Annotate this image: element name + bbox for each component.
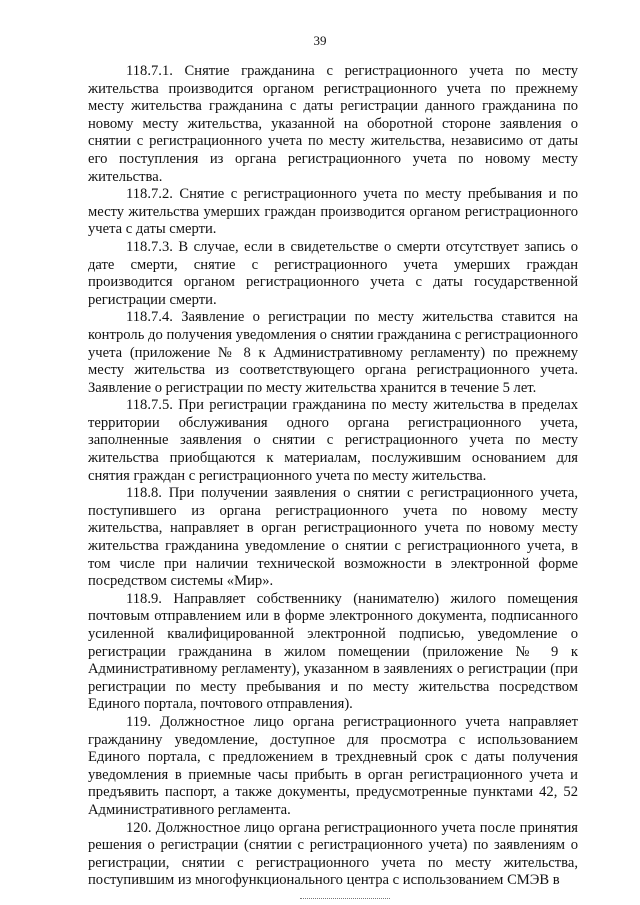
paragraph-118-9: 118.9. Направляет собственнику (нанимателю) жилого помещения почтовым отправлением или в форме электронного документа, подписанного усиленной квалифицированной электронной подписью, уведомление о регистрации гражданина в жилом помещении (приложение № 9 к Административному регламенту), указанном в заявлениях о регистрации (при регистрации по месту пребывания и по месту жительства посредством Единого портала, почтового отправления). xyxy=(88,590,578,713)
scan-edge-mark xyxy=(300,898,390,901)
paragraph-118-7-5: 118.7.5. При регистрации гражданина по месту жительства в пределах территории обслуживания одного органа регистрационного учета, заполненные заявления о снятии с регистрационного учета по месту жительства приобщаются к материалам, послужившим основанием для снятия граждан с регистрационного учета по месту жительства. xyxy=(88,397,578,484)
paragraph-120: 120. Должностное лицо органа регистрационного учета после принятия решения о регистрации (снятии с регистрационного учета) по заявлениям о регистрации, снятии с регистрационного учета по месту жительства, поступившим из многофункционального центра с использованием СМЭВ в xyxy=(88,819,578,889)
document-body xyxy=(88,63,578,890)
paragraph-118-8: 118.8. При получении заявления о снятии с регистрационного учета, поступившего из органа регистрационного учета по новому месту жительства, направляет в орган регистрационного учета по новому месту жительства гражданина уведомление о снятии с регистрационного учета, в том числе при наличии технической возможности в электронной форме посредством системы «Мир». xyxy=(88,485,578,590)
paragraph-119: 119. Должностное лицо органа регистрационного учета направляет гражданину уведомление, доступное для просмотра с использованием Единого портала, с предложением в трехдневный срок с даты получения уведомления в приемные часы прибыть в орган регистрационного учета и предъявить паспорт, а также документы, предусмотренные пунктами 42, 52 Административного регламента. xyxy=(88,713,578,818)
paragraph-118-7-3: 118.7.3. В случае, если в свидетельстве о смерти отсутствует запись о дате смерти, снятие с регистрационного учета умерших граждан производится органом регистрационного учета с даты государственной регистрации смерти. xyxy=(88,238,578,308)
paragraph-118-7-2: 118.7.2. Снятие с регистрационного учета по месту пребывания и по месту жительства умерших граждан производится органом регистрационного учета с даты смерти. xyxy=(88,186,578,238)
paragraph-118-7-1: 118.7.1. Снятие гражданина с регистрационного учета по месту жительства производится органом регистрационного учета по прежнему месту жительства гражданина с даты регистрации данного гражданина по новому месту жительства, указанной на оборотной стороне заявления о снятии с регистрационного учета по месту жительства, независимо от даты его поступления из органа регистрационного учета по новому месту жительства. xyxy=(88,63,578,185)
paragraph-118-7-4: 118.7.4. Заявление о регистрации по месту жительства ставится на контроль до получения уведомления о снятии гражданина с регистрационного учета (приложение № 8 к Административному регламенту) по прежнему месту жительства из соответствующего органа регистрационного учета. Заявление о регистрации по месту жительства хранится в течение 5 лет. xyxy=(88,309,578,396)
page-number: 39 xyxy=(313,33,327,48)
